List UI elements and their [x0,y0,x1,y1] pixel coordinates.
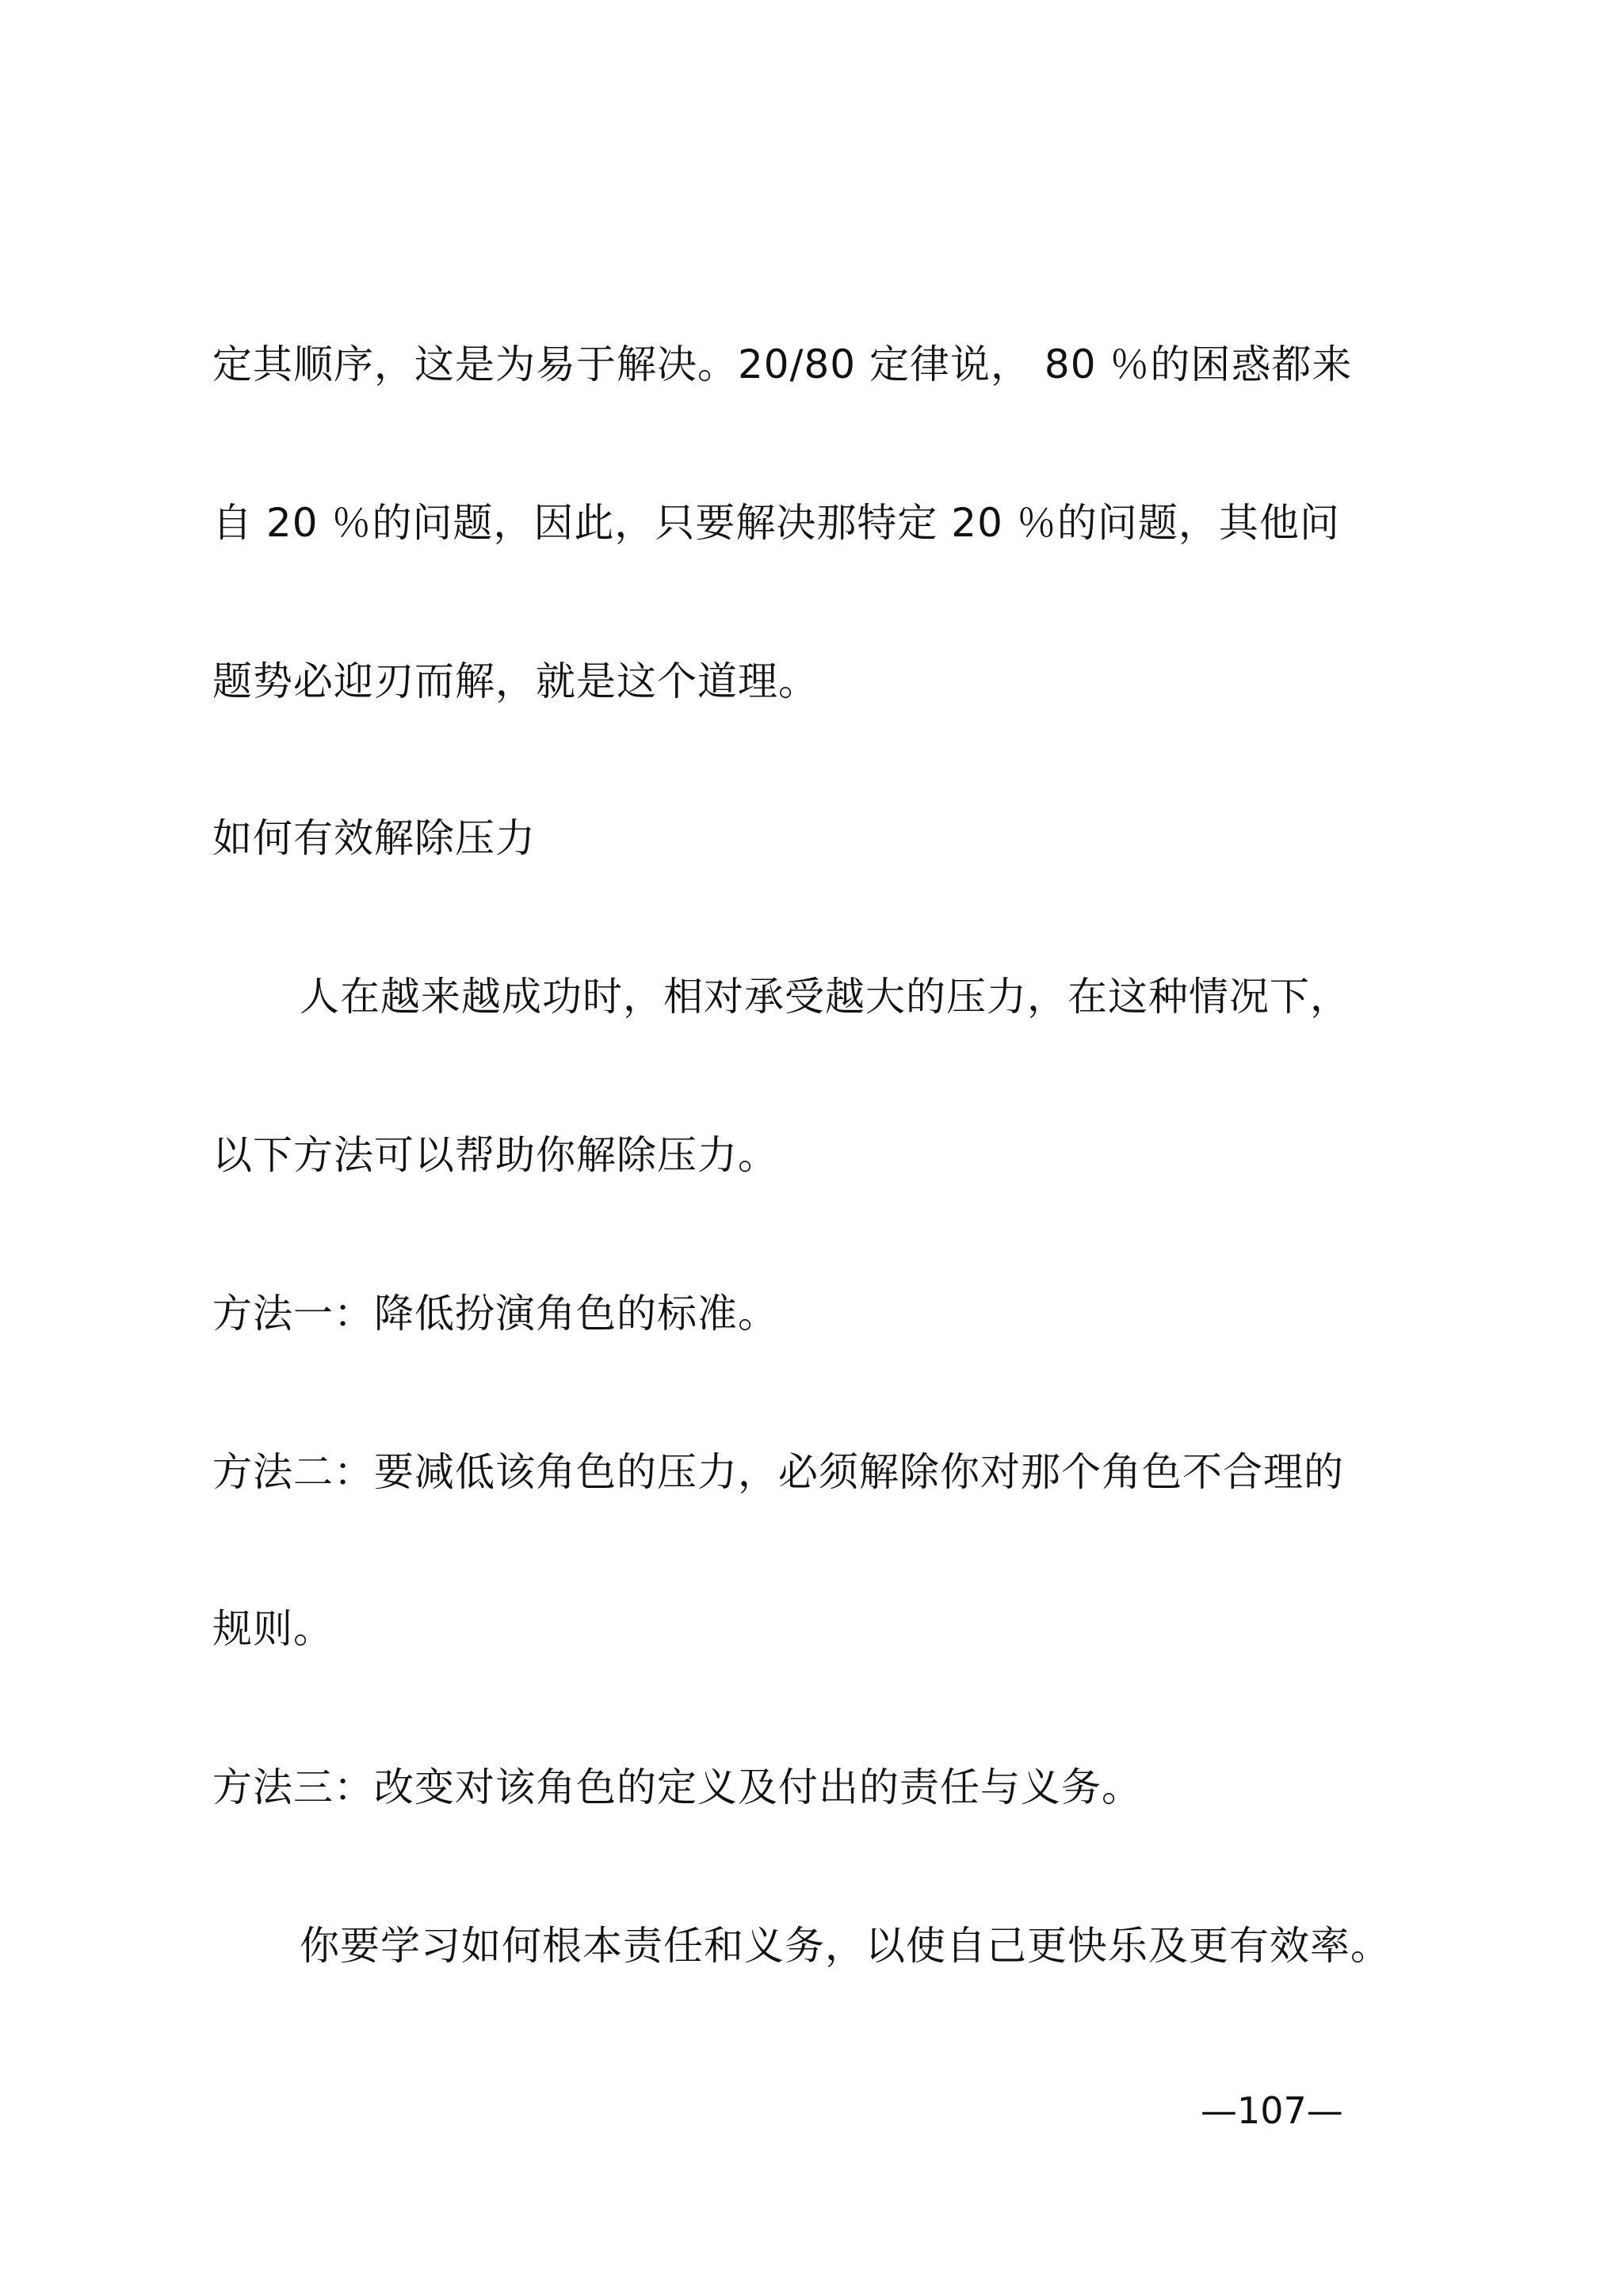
paragraph-line-2: 自 20 ％的问题，因此，只要解决那特定 20 ％的问题，其他问 [212,500,1340,546]
paragraph-line-3: 题势必迎刃而解，就是这个道理。 [212,658,819,704]
section-heading: 如何有效解除压力 [212,815,536,861]
page-number: —107— [1201,2089,1343,2132]
closing-paragraph-line: 你要学习如何根本责任和义务，以使自己更快乐及更有效率。 [300,1923,1391,1969]
method-two-continuation: 规则。 [212,1606,334,1652]
method-two-line: 方法二：要减低该角色的压力，必须解除你对那个角色不合理的 [212,1449,1344,1495]
paragraph-line-5: 人在越来越成功时，相对承受越大的压力，在这种情况下， [300,974,1350,1020]
method-three-line: 方法三：改变对该角色的定义及付出的责任与义务。 [212,1764,1142,1810]
method-one-line: 方法一：降低扮演角色的标准。 [212,1291,778,1337]
paragraph-line-1: 定其顺序，这是为易于解决。20/80 定律说， 80 ％的困惑都来 [212,341,1353,387]
paragraph-line-6: 以下方法可以帮助你解除压力。 [212,1132,778,1178]
